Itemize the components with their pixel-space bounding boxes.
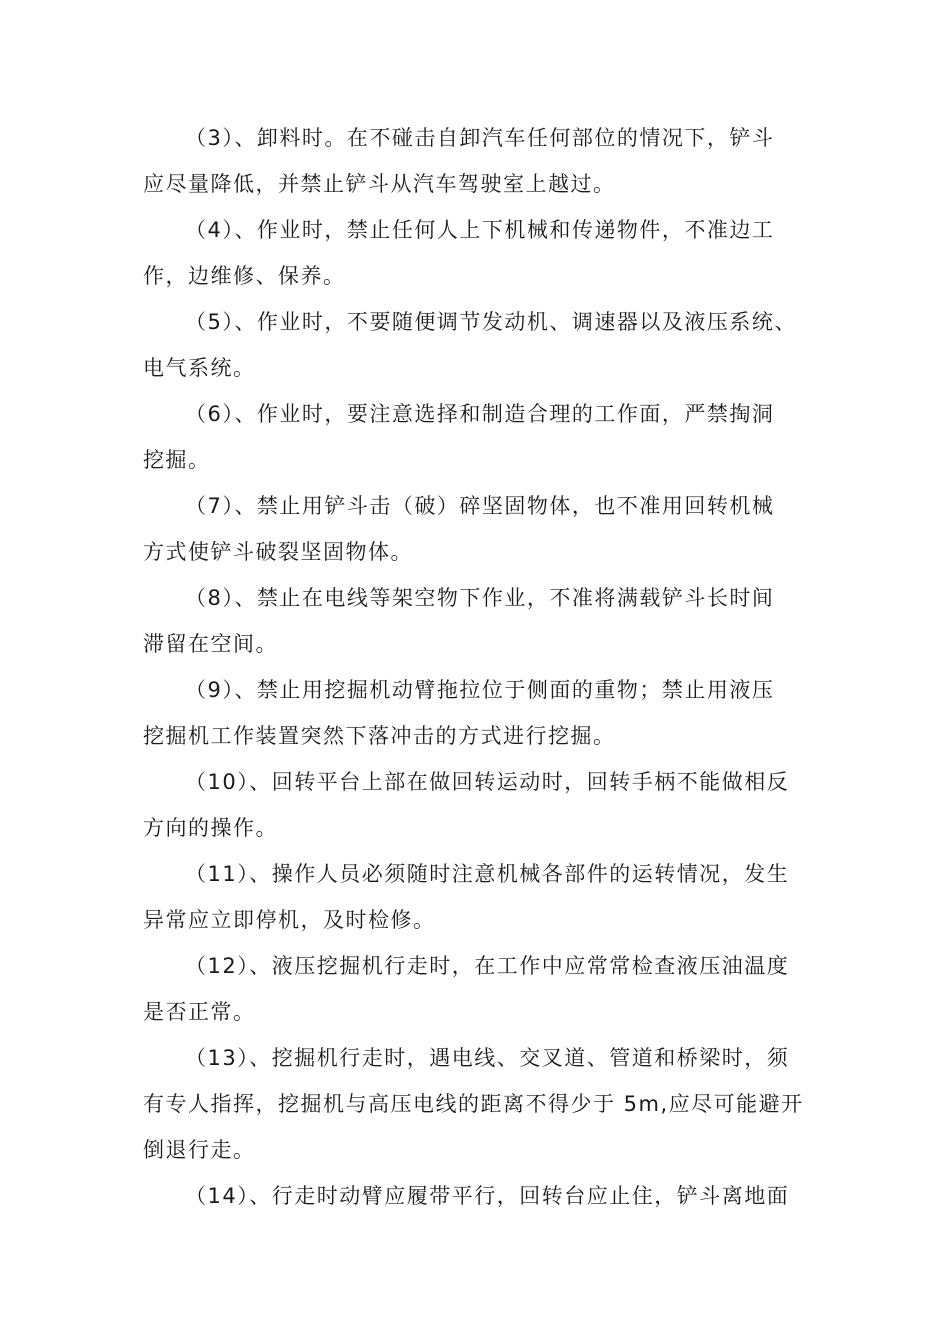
paragraph-item-14: （14）、行走时动臂应履带平行，回转台应止住，铲斗离地面 — [185, 1184, 790, 1208]
paragraph-item-4: （4）、作业时，禁止任何人上下机械和传递物件，不准边工 作，边维修、保养。 — [143, 218, 775, 288]
document-body — [143, 115, 809, 1219]
paragraph-item-5: （5）、作业时，不要随便调节发动机、调速器以及液压系统、 电气系统。 — [143, 310, 797, 380]
paragraph-item-8: （8）、禁止在电线等架空物下作业，不准将满载铲斗长时间 滞留在空间。 — [143, 586, 775, 656]
paragraph-item-7: （7）、禁止用铲斗击（破）碎坚固物体，也不准用回转机械 方式使铲斗破裂坚固物体。 — [143, 494, 775, 564]
paragraph-item-9: （9）、禁止用挖掘机动臂拖拉位于侧面的重物；禁止用液压 挖掘机工作装置突然下落冲击的方式进行挖掘。 — [143, 678, 775, 748]
paragraph-item-11: （11）、操作人员必须随时注意机械各部件的运转情况，发生 异常应立即停机，及时检修。 — [143, 862, 790, 932]
paragraph-item-6: （6）、作业时，要注意选择和制造合理的工作面，严禁掏洞 挖掘。 — [143, 402, 775, 472]
paragraph-item-10: （10）、回转平台上部在做回转运动时，回转手柄不能做相反 方向的操作。 — [143, 770, 790, 840]
paragraph-item-3: （3）、卸料时。在不碰击自卸汽车任何部位的情况下，铲斗 应尽量降低，并禁止铲斗从汽车驾驶室上越过。 — [143, 126, 775, 196]
paragraph-item-13: （13）、挖掘机行走时，遇电线、交叉道、管道和桥梁时，须 有专人指挥，挖掘机与高压电线的距离不得少于 5m,应尽可能避开 倒退行走。 — [143, 1046, 804, 1162]
paragraph-item-12: （12）、液压挖掘机行走时，在工作中应常常检查液压油温度 是否正常。 — [143, 954, 790, 1024]
